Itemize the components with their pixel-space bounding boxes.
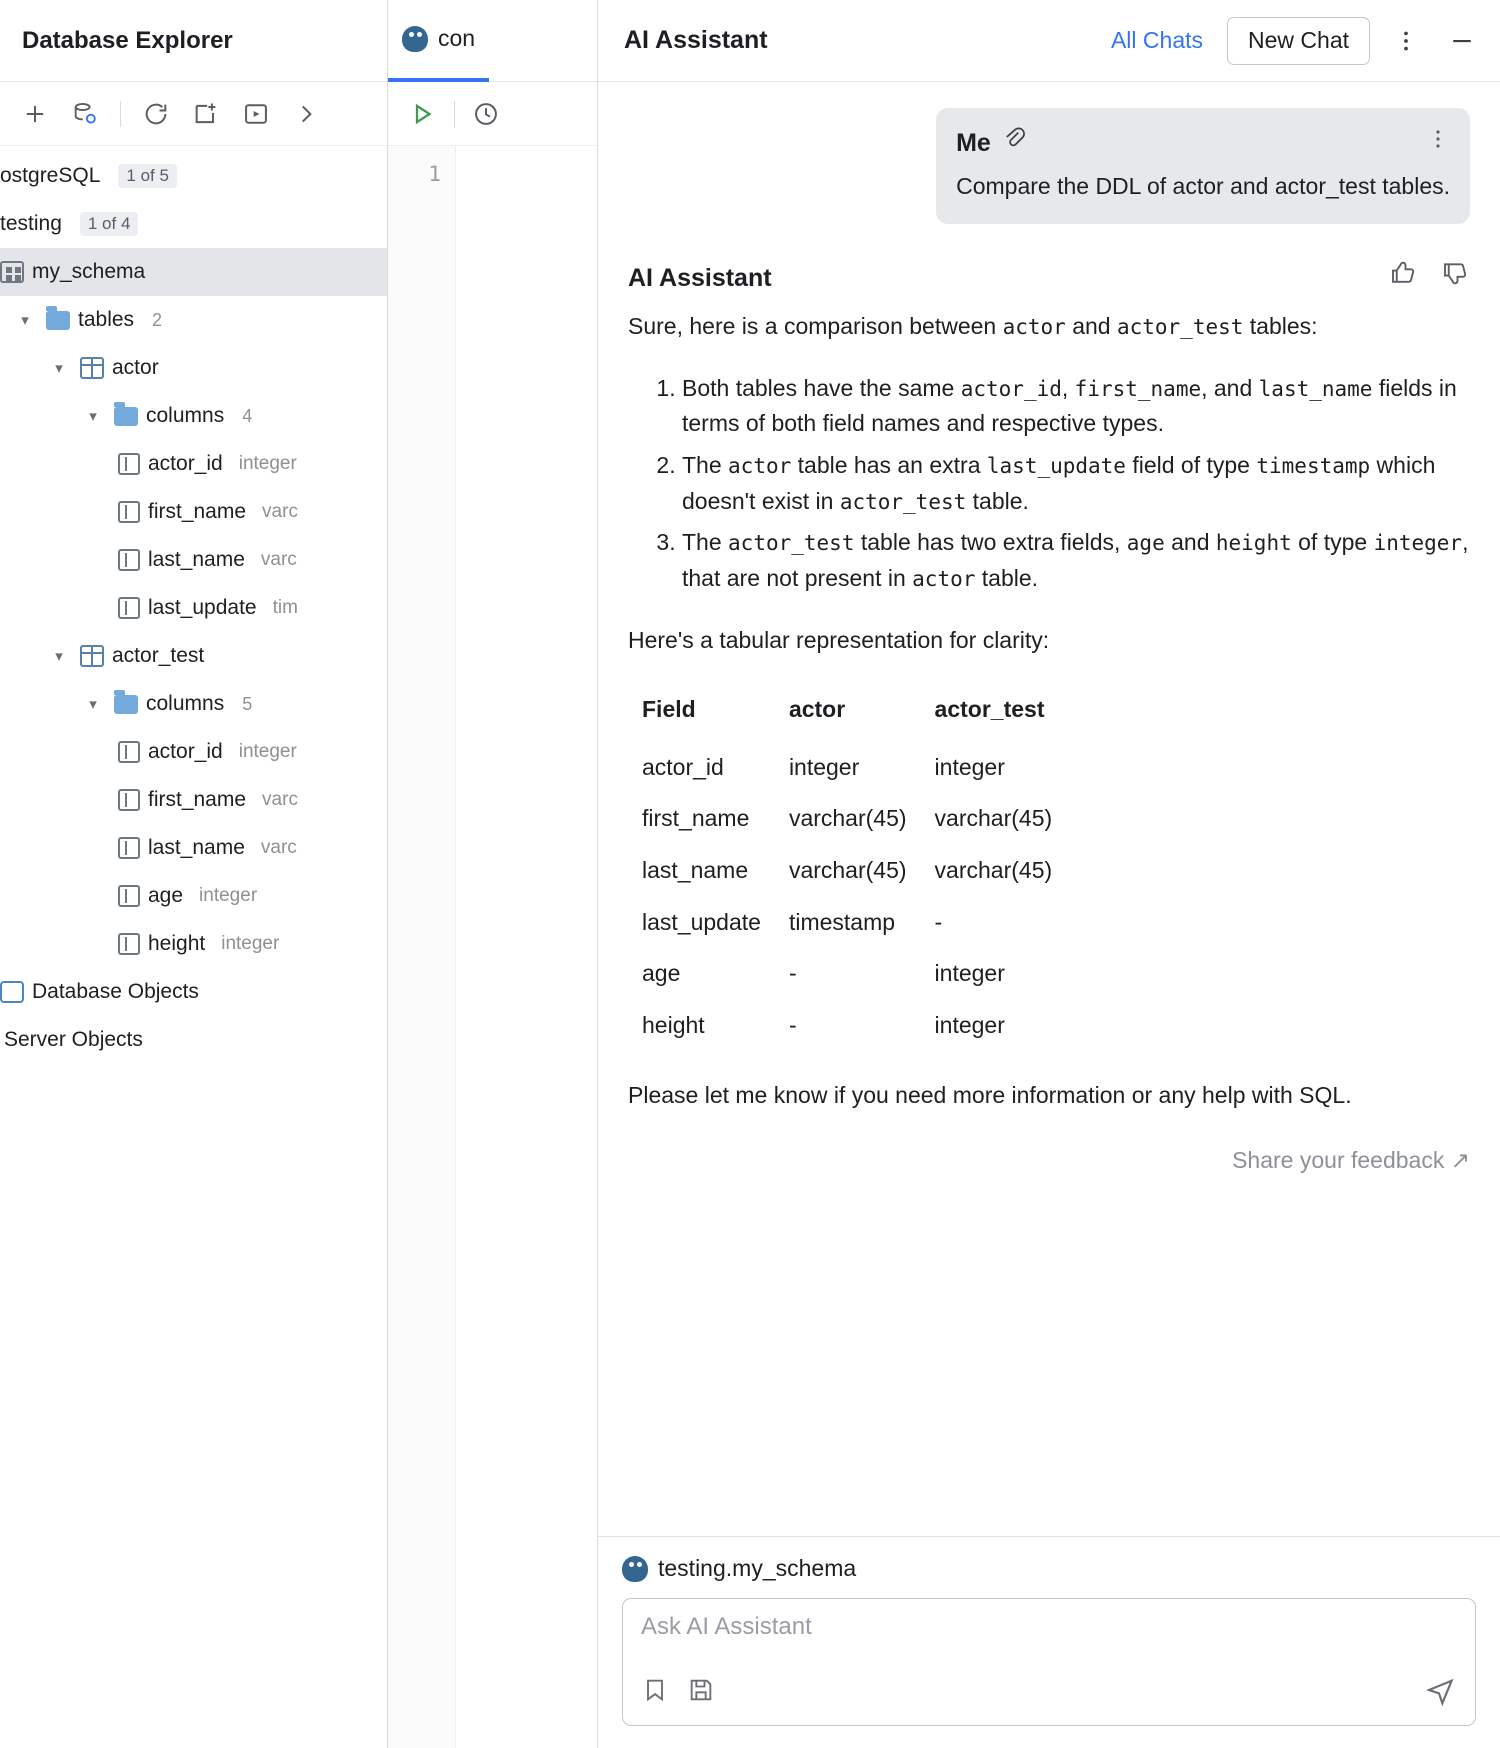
cell-actor-test: integer [934, 960, 1005, 987]
postgres-icon [402, 26, 428, 52]
column-type: varc [260, 549, 297, 570]
t: timestamp [1256, 453, 1371, 478]
tree-item-count: 5 [242, 693, 253, 714]
tree-item-table-actor-test[interactable] [0, 632, 387, 680]
t: table. [966, 487, 1029, 514]
tree-item-column[interactable] [0, 776, 387, 824]
share-feedback-link[interactable]: Share your feedback ↗ [1232, 1147, 1470, 1174]
tree-item-label: last_update [148, 596, 257, 619]
cell-actor: - [788, 1012, 797, 1038]
assistant-message [628, 258, 1470, 1193]
table-row [642, 948, 1080, 1000]
column-type: integer [199, 885, 258, 906]
save-icon[interactable] [687, 1676, 715, 1709]
tree-item-count: 4 [242, 405, 253, 426]
database-explorer-toolbar [0, 82, 387, 146]
t: height [1215, 531, 1292, 556]
folder-icon [114, 407, 138, 426]
assistant-lead-paragraph [628, 309, 1470, 345]
editor-line-numbers: 1 [388, 146, 456, 1748]
chevron-down-icon[interactable]: ▾ [21, 312, 29, 329]
column-type: tim [272, 597, 298, 618]
chat-context-label: testing.my_schema [658, 1555, 857, 1581]
more-options-icon[interactable] [1386, 21, 1426, 61]
editor-toolbar [388, 82, 597, 146]
cell-actor-test: integer [934, 1012, 1005, 1038]
toolbar-divider [454, 101, 455, 127]
tree-item-label: actor [112, 356, 159, 379]
tree-item-label: columns [146, 692, 225, 715]
column-type: integer [221, 933, 280, 954]
tree-item-column[interactable] [0, 872, 387, 920]
tree-item-columns[interactable] [0, 680, 387, 728]
tree-item-label: first_name [148, 500, 247, 523]
tree-item-tables[interactable] [0, 296, 387, 344]
t: actor [912, 566, 976, 591]
t: and [1164, 529, 1216, 556]
feedback-icons [1388, 258, 1470, 299]
chevron-down-icon[interactable]: ▾ [89, 408, 97, 425]
ask-ai-input-box[interactable] [622, 1598, 1476, 1726]
tree-item-label: Database Objects [32, 980, 199, 1003]
folder-icon [46, 311, 70, 330]
tree-item-label: first_name [148, 788, 247, 811]
table-icon [80, 645, 104, 667]
tree-item-label: actor_test [112, 644, 205, 667]
ai-assistant-header [598, 0, 1500, 82]
editor-tab-bar [388, 0, 597, 82]
column-type: varc [262, 789, 298, 810]
lead-text-a: Sure, here is a comparison between [628, 313, 1003, 340]
column-header-field: Field [642, 696, 696, 723]
t: age [1126, 531, 1165, 556]
cell-actor: varchar(45) [788, 805, 907, 832]
ai-chat-thread[interactable] [598, 82, 1500, 1536]
ask-ai-placeholder[interactable]: Ask AI Assistant [641, 1613, 812, 1640]
t: The [682, 451, 729, 478]
t: first_name [1074, 376, 1202, 401]
column-icon [118, 549, 140, 571]
folder-icon [114, 695, 138, 714]
sql-editor-panel [388, 0, 598, 1748]
table-row [642, 1000, 1080, 1052]
tree-item-column[interactable] [0, 584, 387, 632]
cell-field: last_name [642, 857, 749, 884]
t: field of type [1125, 451, 1257, 478]
lead-text-b: and [1065, 313, 1117, 340]
cell-actor-test: - [934, 908, 943, 935]
cell-field: height [642, 1012, 705, 1038]
lead-code-actor: actor [1002, 315, 1066, 340]
t: which doesn't exist in [682, 451, 1436, 514]
thumbs-down-icon[interactable] [1440, 258, 1470, 299]
table-row [642, 897, 1080, 949]
tree-item-column[interactable] [0, 824, 387, 872]
column-icon [118, 885, 140, 907]
tree-item-label: actor_id [148, 740, 223, 763]
tree-item-table-actor[interactable] [0, 344, 387, 392]
editor-body[interactable] [388, 146, 597, 1748]
column-icon [118, 453, 140, 475]
t: fields in terms of both field names and respective types. [682, 374, 1457, 437]
cell-field: first_name [642, 805, 750, 832]
user-message-header [956, 124, 1450, 163]
list-item [682, 371, 1470, 442]
column-type: varc [260, 837, 297, 858]
t: integer [1373, 531, 1463, 556]
editor-tab-console[interactable] [388, 0, 489, 82]
new-query-console-icon[interactable] [185, 93, 227, 135]
lead-text-c: tables: [1243, 313, 1318, 340]
table-row [642, 845, 1080, 897]
chevron-right-icon[interactable] [285, 93, 327, 135]
cell-actor-test: varchar(45) [934, 805, 1053, 832]
cell-field: actor_id [642, 753, 724, 780]
column-icon [118, 741, 140, 763]
t: actor_test [839, 489, 967, 514]
tree-item-label: age [148, 884, 184, 907]
cell-field: last_update [642, 908, 761, 935]
cell-actor-test: varchar(45) [934, 857, 1053, 884]
editor-tab-label: con [438, 25, 476, 51]
t: table has an extra [791, 451, 987, 478]
tree-item-badge: 1 of 4 [80, 212, 139, 236]
user-message-row [628, 108, 1470, 224]
run-query-icon[interactable] [400, 92, 444, 136]
chevron-down-icon[interactable]: ▾ [55, 648, 63, 665]
ai-assistant-title: AI Assistant [624, 26, 768, 54]
tree-item-column[interactable] [0, 440, 387, 488]
database-settings-icon[interactable] [64, 93, 106, 135]
database-objects-icon [0, 981, 24, 1003]
list-item [682, 448, 1470, 519]
tree-item-label: ostgreSQL [0, 164, 101, 187]
chevron-down-icon[interactable]: ▾ [55, 360, 63, 377]
tree-item-columns[interactable] [0, 392, 387, 440]
t: table. [975, 564, 1039, 591]
ask-ai-toolbar [641, 1674, 1457, 1711]
t: , and [1201, 374, 1259, 401]
assistant-message-header [628, 258, 1470, 299]
t: actor [728, 453, 792, 478]
tree-item-label: my_schema [32, 260, 146, 283]
tree-item-column[interactable] [0, 920, 387, 968]
tree-item-database-objects[interactable] [0, 968, 387, 1016]
column-icon [118, 933, 140, 955]
refresh-icon[interactable] [135, 93, 177, 135]
t: Both tables have the same [682, 374, 961, 401]
column-icon [118, 597, 140, 619]
postgres-icon [622, 1556, 648, 1582]
attachment-icon[interactable] [1001, 125, 1027, 162]
tree-item-label: height [148, 932, 206, 955]
t: actor_test [728, 531, 855, 556]
editor-code-area[interactable] [456, 146, 597, 1748]
tree-item-badge: 1 of 5 [118, 164, 177, 188]
t: last_name [1258, 376, 1373, 401]
column-icon [118, 501, 140, 523]
history-icon[interactable] [465, 93, 507, 135]
tree-item-server-objects[interactable] [0, 1016, 387, 1064]
tree-item-label: columns [146, 404, 225, 427]
schema-icon [0, 261, 24, 283]
database-explorer-title: Database Explorer [0, 0, 387, 82]
toolbar-divider [120, 101, 121, 127]
cell-actor: integer [788, 753, 860, 780]
table-header-row [642, 684, 1080, 742]
table-icon [80, 357, 104, 379]
column-type: varc [262, 501, 298, 522]
column-icon [118, 837, 140, 859]
tree-item-datasource[interactable] [0, 152, 387, 200]
message-more-icon[interactable] [1426, 125, 1450, 162]
user-message-author: Me [956, 129, 991, 157]
user-message-text: Compare the DDL of actor and actor_test tables. [956, 172, 1450, 199]
tree-item-label: tables [78, 308, 135, 331]
table-row [642, 742, 1080, 794]
t: , that are not present in [682, 529, 1469, 591]
run-script-icon[interactable] [235, 93, 277, 135]
lead-code-actor-test: actor_test [1116, 315, 1244, 340]
bookmark-icon[interactable] [641, 1676, 669, 1709]
assistant-comparison-list [628, 371, 1470, 597]
user-message-bubble [936, 108, 1470, 224]
cell-field: age [642, 960, 681, 987]
thumbs-up-icon[interactable] [1388, 258, 1418, 299]
tree-item-column[interactable] [0, 728, 387, 776]
column-header-actor: actor [788, 696, 846, 723]
tree-item-label: testing [0, 212, 62, 235]
tree-item-label: last_name [148, 836, 245, 859]
chat-context-row[interactable] [622, 1555, 1476, 1582]
t: The [682, 529, 729, 556]
cell-actor: timestamp [788, 908, 896, 935]
add-icon[interactable] [14, 93, 56, 135]
send-icon[interactable] [1425, 1674, 1457, 1711]
assistant-closing-text: Please let me know if you need more information or any help with SQL. [628, 1081, 1352, 1108]
column-type: integer [238, 453, 297, 474]
column-icon [118, 789, 140, 811]
t: actor_id [960, 376, 1062, 401]
t: , [1061, 374, 1075, 401]
tree-item-label: actor_id [148, 452, 223, 475]
minimize-icon[interactable] [1442, 21, 1482, 61]
ai-assistant-footer [598, 1536, 1500, 1748]
tree-item-count: 2 [152, 309, 163, 330]
cell-actor: - [788, 960, 797, 987]
assistant-name: AI Assistant [628, 264, 772, 293]
tree-item-database[interactable] [0, 200, 387, 248]
tree-item-column[interactable] [0, 536, 387, 584]
table-row [642, 793, 1080, 845]
cell-actor-test: integer [934, 753, 1005, 780]
ai-assistant-panel [598, 0, 1500, 1748]
chevron-down-icon[interactable]: ▾ [89, 696, 97, 713]
tree-item-my-schema[interactable] [0, 248, 387, 296]
tabular-intro-text: Here's a tabular representation for clarity: [628, 626, 1050, 653]
column-header-actor-test: actor_test [934, 696, 1045, 723]
t: last_update [986, 453, 1126, 478]
comparison-table [642, 684, 1080, 1051]
list-item [682, 525, 1470, 596]
database-tree[interactable] [0, 146, 387, 1748]
tree-item-column[interactable] [0, 488, 387, 536]
tree-item-label: Server Objects [4, 1028, 143, 1051]
database-explorer-panel [0, 0, 388, 1748]
tree-item-label: last_name [148, 548, 245, 571]
t: of type [1291, 529, 1374, 556]
column-type: integer [238, 741, 297, 762]
t: table has two extra fields, [854, 529, 1127, 556]
new-chat-button[interactable]: New Chat [1227, 17, 1370, 65]
all-chats-link[interactable]: All Chats [1110, 27, 1204, 53]
cell-actor: varchar(45) [788, 857, 907, 884]
